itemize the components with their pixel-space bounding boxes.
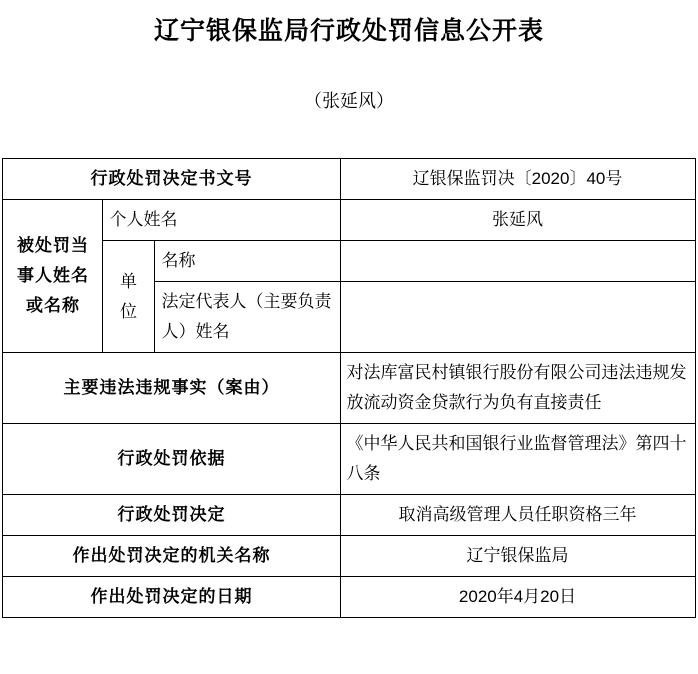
table-row bbox=[3, 353, 695, 424]
table-row bbox=[3, 241, 695, 282]
legal-basis-label: 行政处罚依据 bbox=[3, 424, 340, 495]
decision-date-value: 2020年4月20日 bbox=[340, 577, 695, 618]
unit-name-label: 名称 bbox=[155, 241, 340, 282]
page-title: 辽宁银保监局行政处罚信息公开表 bbox=[153, 17, 544, 45]
table-row bbox=[3, 424, 695, 495]
person-name-label: 个人姓名 bbox=[103, 200, 340, 241]
person-name-value: 张延风 bbox=[340, 200, 695, 241]
legal-representative-label: 法定代表人（主要负责人）姓名 bbox=[155, 282, 340, 353]
decision-number-value: 辽银保监罚决〔2020〕40号 bbox=[340, 159, 695, 200]
party-name-label: 被处罚当 事人姓名 或名称 bbox=[3, 200, 103, 353]
table-row bbox=[3, 200, 695, 241]
legal-representative-value bbox=[340, 282, 695, 353]
unit-label: 单 位 bbox=[103, 241, 155, 353]
table-row bbox=[3, 159, 695, 200]
decision-date-label: 作出处罚决定的日期 bbox=[3, 577, 340, 618]
unit-name-value bbox=[340, 241, 695, 282]
authority-label: 作出处罚决定的机关名称 bbox=[3, 536, 340, 577]
violation-facts-label: 主要违法违规事实（案由） bbox=[3, 353, 340, 424]
page-subtitle: （张延风） bbox=[304, 91, 394, 111]
penalty-decision-value: 取消高级管理人员任职资格三年 bbox=[340, 495, 695, 536]
penalty-decision-label: 行政处罚决定 bbox=[3, 495, 340, 536]
penalty-disclosure-page bbox=[0, 14, 698, 674]
table-row bbox=[3, 536, 695, 577]
table-row bbox=[3, 577, 695, 618]
decision-number-label: 行政处罚决定书文号 bbox=[3, 159, 340, 200]
table-row bbox=[3, 495, 695, 536]
legal-basis-value: 《中华人民共和国银行业监督管理法》第四十八条 bbox=[340, 424, 695, 495]
penalty-info-table bbox=[2, 158, 695, 618]
violation-facts-value: 对法库富民村镇银行股份有限公司违法违规发放流动资金贷款行为负有直接责任 bbox=[340, 353, 695, 424]
authority-value: 辽宁银保监局 bbox=[340, 536, 695, 577]
